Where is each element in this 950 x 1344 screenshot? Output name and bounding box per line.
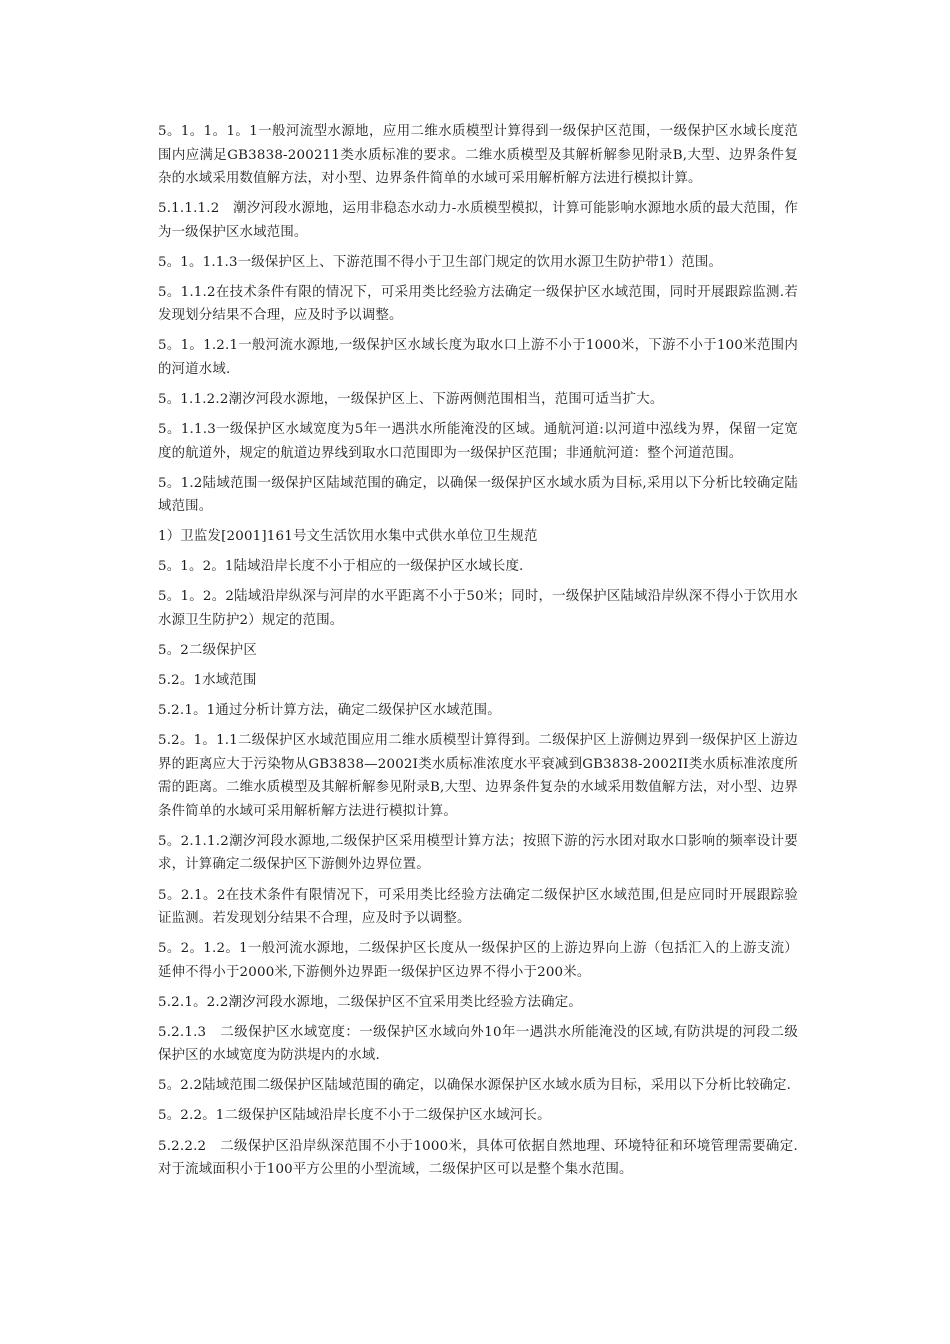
paragraph-5-2-1-2-2: 5.2.1。2.2潮汐河段水源地，二级保护区不宜采用类比经验方法确定。 (158, 994, 582, 1010)
heading-5-2-1: 5.2。1水域范围 (158, 673, 257, 689)
paragraph-5-2-1-1-2: 5。2.1.1.2潮汐河段水源地,二级保护区采用模型计算方法；按照下游的污水团对取水口影响的频率设计要求，计算确定二级保护区下游侧外边界位置。 (158, 833, 798, 873)
paragraph-5-2-1-3: 5.2.1.3 二级保护区水域宽度：一级保护区水域向外10年一遇洪水所能淹没的区域,有防洪堤的河段二级保护区的水域宽度为防洪堤内的水域. (158, 1024, 798, 1064)
heading-5-2: 5。2二级保护区 (158, 643, 257, 659)
paragraph-5-2-1-2-1: 5。2。1.2。1一般河流水源地，二级保护区长度从一级保护区的上游边界向上游（包括汇入的上游支流）延伸不得小于2000米,下游侧外边界距一级保护区边界不得小于200米。 (158, 941, 798, 980)
paragraph-5-2-2-2: 5.2.2.2 二级保护区沿岸纵深范围不小于1000米，具体可依据自然地理、环境特征和环境管理需要确定.对于流域面积小于100平方公里的小型流域，二级保护区可以是整个集水范围。 (158, 1138, 798, 1178)
paragraph-5-2-2: 5。2.2陆域范围二级保护区陆域范围的确定，以确保水源保护区水域水质为目标，采用以下分析比较确定. (158, 1078, 792, 1094)
paragraph-5-1-2-1: 5。1。2。1陆域沿岸长度不小于相应的一级保护区水域长度. (158, 559, 524, 575)
paragraph-5-1-1-2-1: 5。1。1.2.1一般河流水源地,一级保护区水域长度为取水口上游不小于1000米，下游不小于100米范围内的河道水域. (158, 338, 798, 377)
paragraph-5-2-2-1: 5。2.2。1二级保护区陆域沿岸长度不小于二级保护区水域河长。 (158, 1108, 551, 1124)
paragraph-5-1-1-2-2: 5。1.1.2.2潮汐河段水源地，一级保护区上、下游两侧范围相当，范围可适当扩大。 (158, 391, 664, 407)
paragraph-5-2-1-2: 5。2.1。2在技术条件有限情况下，可采用类比经验方法确定二级保护区水域范围,但是应同时开展跟踪验证监测。若发现划分结果不合理，应及时予以调整。 (158, 887, 798, 926)
paragraph-5-1-1-1-1: 5。1。1。1。1一般河流型水源地，应用二维水质模型计算得到一级保护区范围，一级保护区水域长度范围内应满足GB3838-200211类水质标准的要求。二维水质模型及其解析解参见附录B,大型、边界条件复杂的水域采用数值解方法，对小型、边界条件简单的水域可采用解析解方法进行模拟计算。 (158, 124, 798, 186)
paragraph-5-1-2-2: 5。1。2。2陆域沿岸纵深与河岸的水平距离不小于50米；同时，一级保护区陆域沿岸纵深不得小于饮用水水源卫生防护2）规定的范围。 (158, 589, 798, 628)
document-page (158, 120, 798, 1188)
paragraph-5-2-1-1: 5.2.1。1通过分析计算方法，确定二级保护区水域范围。 (158, 703, 501, 719)
paragraph-5-1-1-1-3: 5。1。1.1.3一级保护区上、下游范围不得小于卫生部门规定的饮用水源卫生防护带1）范围。 (158, 254, 723, 270)
paragraph-5-1-1-3: 5。1.1.3一级保护区水域宽度为5年一遇洪水所能淹没的区域。通航河道:以河道中泓线为界，保留一定宽度的航道外，规定的航道边界线到取水口范围即为一级保护区范围；非通航河道：整个河道范围。 (158, 422, 798, 461)
paragraph-5-1-1-1-2: 5.1.1.1.2 潮汐河段水源地，运用非稳态水动力-水质模型模拟，计算可能影响水源地水质的最大范围，作为一级保护区水域范围。 (158, 201, 798, 240)
paragraph-5-2-1-1-1: 5.2。1。1.1二级保护区水域范围应用二维水质模型计算得到。二级保护区上游侧边界到一级保护区上游边界的距离应大于污染物从GB3838—2002I类水质标准浓度水平衰减到GB3838-2002II类水质标准浓度所需的距离。二维水质模型及其解析解参见附录B,大型、边界条件复杂的水域采用数值解方法，对小型、边界条件简单的水域可采用解析解方法进行模拟计算。 (158, 733, 798, 819)
paragraph-5-1-1-2: 5。1.1.2在技术条件有限的情况下，可采用类比经验方法确定一级保护区水域范围，同时开展跟踪监测.若发现划分结果不合理，应及时予以调整。 (158, 284, 798, 324)
footnote-1: 1）卫监发[2001]161号文生活饮用水集中式供水单位卫生规范 (158, 529, 538, 545)
paragraph-5-1-2: 5。1.2陆域范围一级保护区陆域范围的确定，以确保一级保护区水域水质为目标,采用以下分析比较确定陆域范围。 (158, 475, 798, 515)
